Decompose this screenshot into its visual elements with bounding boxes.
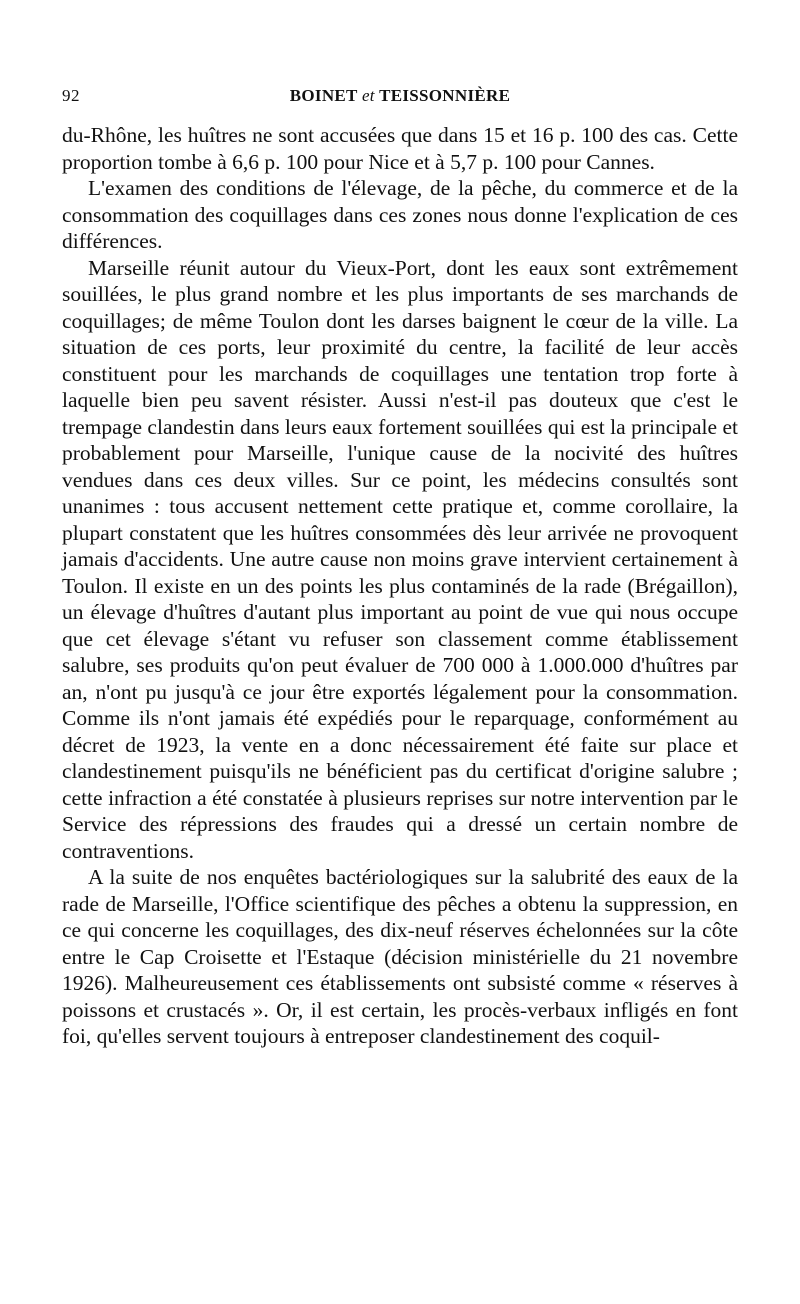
- page-number: 92: [62, 86, 80, 105]
- author-teissonniere: TEISSONNIÈRE: [379, 86, 511, 105]
- author-boinet: BOINET: [289, 86, 358, 105]
- paragraph-marseille-toulon: Marseille réunit autour du Vieux-Port, dont les eaux sont extrêmement souillées, le plus grand nombre et les plus importants de ses marchands de coquillages; de même Toulon dont les darses baignent le cœur de la ville. La situation de ces ports, leur proximité du centre, la facilité de leur accès constituent pour les marchands de coquillages une tentation trop forte à laquelle bien peu savent résister. Aussi n'est-il pas douteux que c'est le trempage clandestin dans leurs eaux fortement souillées qui est la principale et probablement pour Marseille, l'unique cause de la nocivité des huîtres vendues dans ces deux villes. Sur ce point, les médecins consultés sont unanimes : tous accusent nettement cette pratique et, comme corollaire, la plupart constatent que les huîtres consommées dès leur arrivée ne provoquent jamais d'accidents. Une autre cause non moins grave intervient certainement à Toulon. Il existe en un des points les plus contaminés de la rade (Brégaillon), un élevage d'huîtres d'autant plus important au point de vue qui nous occupe que cet élevage s'étant vu refuser son classement comme établissement salubre, ses produits qu'on peut évaluer de 700 000 à 1.000.000 d'huîtres par an, n'ont pu jusqu'à ce jour être exportés légalement pour la consommation. Comme ils n'ont jamais été expédiés pour le reparquage, conformément au décret de 1923, la vente en a donc nécessairement été faite sur place et clandestinement puisqu'ils ne bénéficient pas du certificat d'origine salubre ; cette infraction a été constatée à plusieurs reprises sur notre intervention par le Service des répressions des fraudes qui a dressé un certain nombre de contraventions.: [62, 255, 738, 863]
- author-conjunction: et: [361, 86, 375, 105]
- paragraph-continued: du-Rhône, les huîtres ne sont accusées que dans 15 et 16 p. 100 des cas. Cette proportion tombe à 6,6 p. 100 pour Nice et à 5,7 p. 100 pour Cannes.: [62, 123, 738, 174]
- paragraph-enquetes: A la suite de nos enquêtes bactériologiques sur la salubrité des eaux de la rade de Marseille, l'Office scientifique des pêches a obtenu la suppression, en ce qui concerne les coquillages, des dix-neuf réserves échelonnées sur la côte entre le Cap Croisette et l'Estaque (décision ministérielle du 21 novembre 1926). Malheureusement ces établissements ont subsisté comme « réserves à poissons et crustacés ». Or, il est certain, les procès-verbaux infligés en font foi, qu'elles servent toujours à entreposer clandestinement des coquil-: [62, 865, 738, 1048]
- paragraph-conditions: L'examen des conditions de l'élevage, de la pêche, du commerce et de la consommation des coquillages dans ces zones nous donne l'explication de ces différences.: [62, 176, 738, 253]
- running-title: [62, 86, 738, 106]
- running-head: [62, 86, 738, 112]
- body-text: [62, 122, 738, 1050]
- book-page: [62, 86, 738, 1050]
